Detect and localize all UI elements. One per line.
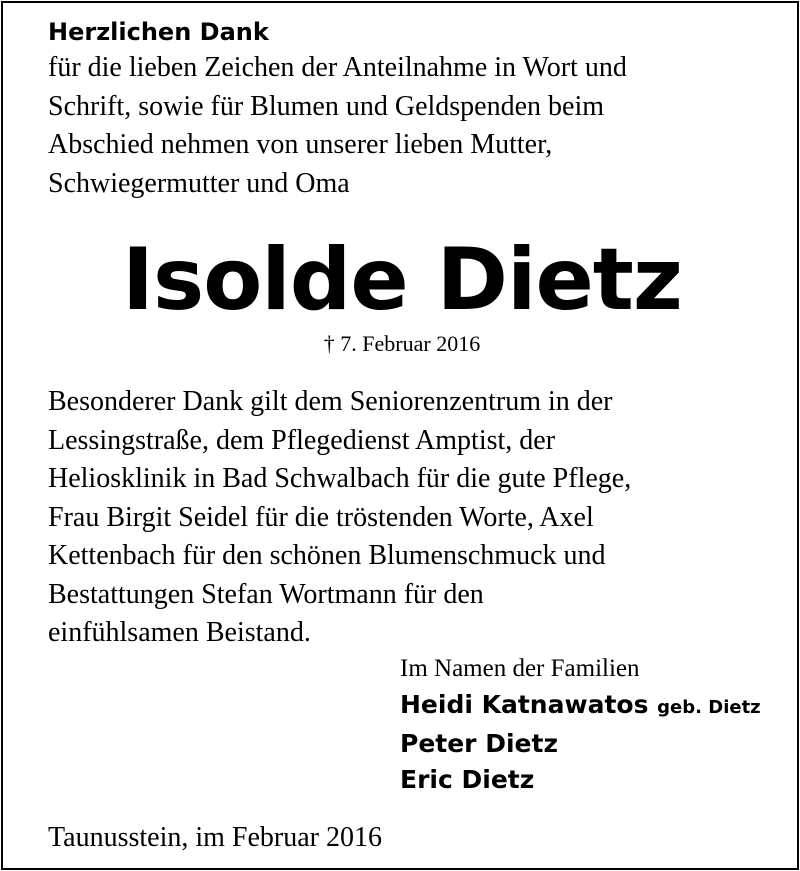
death-date: † 7. Februar 2016 <box>323 331 481 356</box>
thanks-line: Besonderer Dank gilt dem Seniorenzentrum in der <box>48 386 613 417</box>
intro-paragraph <box>48 49 756 203</box>
family-member-note: geb. Dietz <box>657 697 761 718</box>
family-member <box>400 762 780 798</box>
thanks-line: Frau Birgit Seidel für die tröstenden Worte, Axel <box>48 501 594 533</box>
thanks-line: Bestattungen Stefan Wortmann für den <box>48 578 484 610</box>
family-signoff <box>400 651 780 798</box>
intro-line: für die lieben Zeichen der Anteilnahme in Wort und <box>48 52 627 83</box>
notice-heading: Herzlichen Dank <box>48 18 269 46</box>
intro-line: Abschied nehmen von unserer lieben Mutter, <box>48 129 553 160</box>
thanks-line: Heliosklinik in Bad Schwalbach für die gute Pflege, <box>48 463 632 494</box>
intro-line: Schwiegermutter und Oma <box>48 167 350 199</box>
thanks-line: Kettenbach für den schönen Blumenschmuck und <box>48 540 606 571</box>
family-member-name: Peter Dietz <box>400 729 558 758</box>
thanks-line: Lessingstraße, dem Pflegedienst Amptist, der <box>48 424 556 456</box>
place-date: Taunusstein, im Februar 2016 <box>48 822 382 853</box>
thanks-paragraph <box>48 383 756 653</box>
family-member-name: Eric Dietz <box>400 765 535 794</box>
family-member-name: Heidi Katnawatos <box>400 690 649 719</box>
obituary-notice <box>1 1 799 870</box>
intro-line: Schrift, sowie für Blumen und Geldspenden beim <box>48 90 605 122</box>
family-member <box>400 726 780 762</box>
thanks-line: einfühlsamen Beistand. <box>48 617 311 648</box>
deceased-name: Isolde Dietz <box>122 230 682 330</box>
signoff-intro: Im Namen der Familien <box>400 655 640 682</box>
family-member <box>400 687 780 726</box>
